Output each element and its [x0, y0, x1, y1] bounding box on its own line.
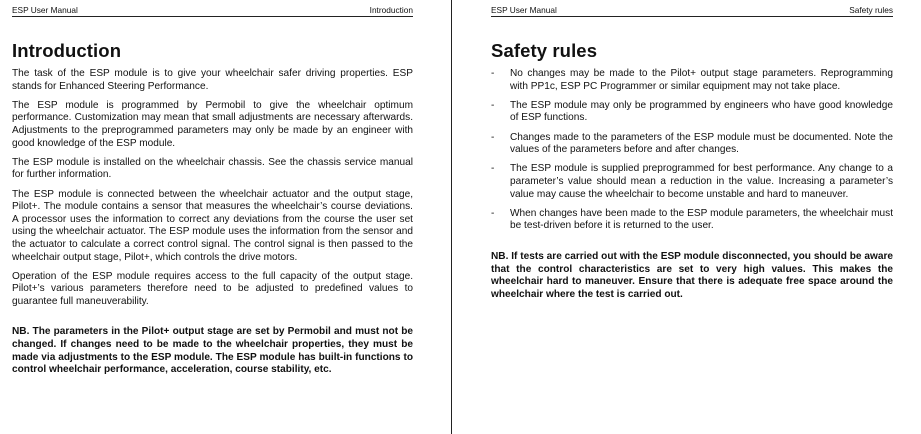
list-item — [491, 68, 893, 93]
paragraph: The ESP module is programmed by Permobil to give the wheelchair optimum performance. Customization may mean that small adjustments are necessary afterwards. Adjustments to the preprogrammed parameters may only be made by an engineer with good knowledge of the ESP module. — [12, 99, 413, 149]
bullet-dash: - — [491, 68, 495, 79]
paragraph: The ESP module is installed on the wheelchair chassis. See the chassis service manual for further information. — [12, 156, 413, 181]
page-divider — [451, 0, 452, 434]
safety-rules-list — [491, 68, 893, 233]
page-title: Safety rules — [491, 40, 598, 61]
page-body — [491, 68, 893, 308]
rule-text: The ESP module may only be programmed by engineers who have good knowledge of ESP functions. — [510, 99, 893, 124]
paragraph: The task of the ESP module is to give your wheelchair safer driving properties. ESP stands for Enhanced Steering Performance. — [12, 68, 413, 92]
rule-text: No changes may be made to the Pilot+ output stage parameters. Reprogramming with PP1c, ESP PC Programmer or similar equipment may not take place. — [510, 68, 893, 92]
bullet-dash: - — [491, 99, 495, 111]
rule-text: When changes have been made to the ESP module parameters, the wheelchair must be test-driven before it is returned to the user. — [510, 207, 893, 232]
header-rule — [12, 16, 413, 17]
paragraph: The ESP module is connected between the wheelchair actuator and the output stage, Pilot+. The module contains a sensor that measures the wheelchair’s course deviations. A processor uses the information to correct any deviations from the course the user set using the wheelchair actuator. The ESP module uses the information from the sensor and the actuator to calculate a correct control signal. The control signal is then passed to the wheelchair output stage, Pilot+, which controls the drive motors. — [12, 188, 413, 263]
nb-note: NB. If tests are carried out with the ESP module disconnected, you should be aware that the control characteristics are set to very high values. This makes the wheelchair hard to maneuver. Ensure that there is adequate free space around the wheelchair where the test is carried out. — [491, 250, 893, 300]
rule-text: The ESP module is supplied preprogrammed for best performance. Any change to a parameter’s value should mean a reduction in the value. Increasing a parameter’s value may cause the wheelchair to become unstable and hard to maneuver. — [510, 163, 893, 200]
right-page — [453, 0, 921, 434]
bullet-dash: - — [491, 131, 495, 143]
running-header-section: Safety rules — [849, 5, 893, 15]
running-header-section: Introduction — [369, 5, 413, 15]
list-item — [491, 163, 893, 201]
running-header-manual-title: ESP User Manual — [12, 5, 78, 15]
header-rule — [491, 16, 893, 17]
list-item — [491, 208, 893, 233]
left-page — [0, 0, 451, 434]
nb-note: NB. The parameters in the Pilot+ output stage are set by Permobil and must not be changed. If changes need to be made to the wheelchair properties, they must be made via adjustments to the ESP module. The ESP module has built-in functions to control wheelchair performance, acceleration, course stability, etc. — [12, 326, 413, 376]
bullet-dash: - — [491, 207, 495, 219]
list-item — [491, 100, 893, 125]
rule-text: Changes made to the parameters of the ESP module must be documented. Note the values of the parameters before and after changes. — [510, 131, 893, 156]
running-header-manual-title: ESP User Manual — [491, 5, 557, 15]
bullet-dash: - — [491, 163, 495, 175]
paragraph: Operation of the ESP module requires access to the full capacity of the output stage. Pilot+’s various parameters therefore need to be adjusted to predefined values to guarantee full maneuverability. — [12, 270, 413, 307]
page-body — [12, 68, 413, 383]
page-title: Introduction — [12, 40, 122, 61]
list-item — [491, 132, 893, 157]
